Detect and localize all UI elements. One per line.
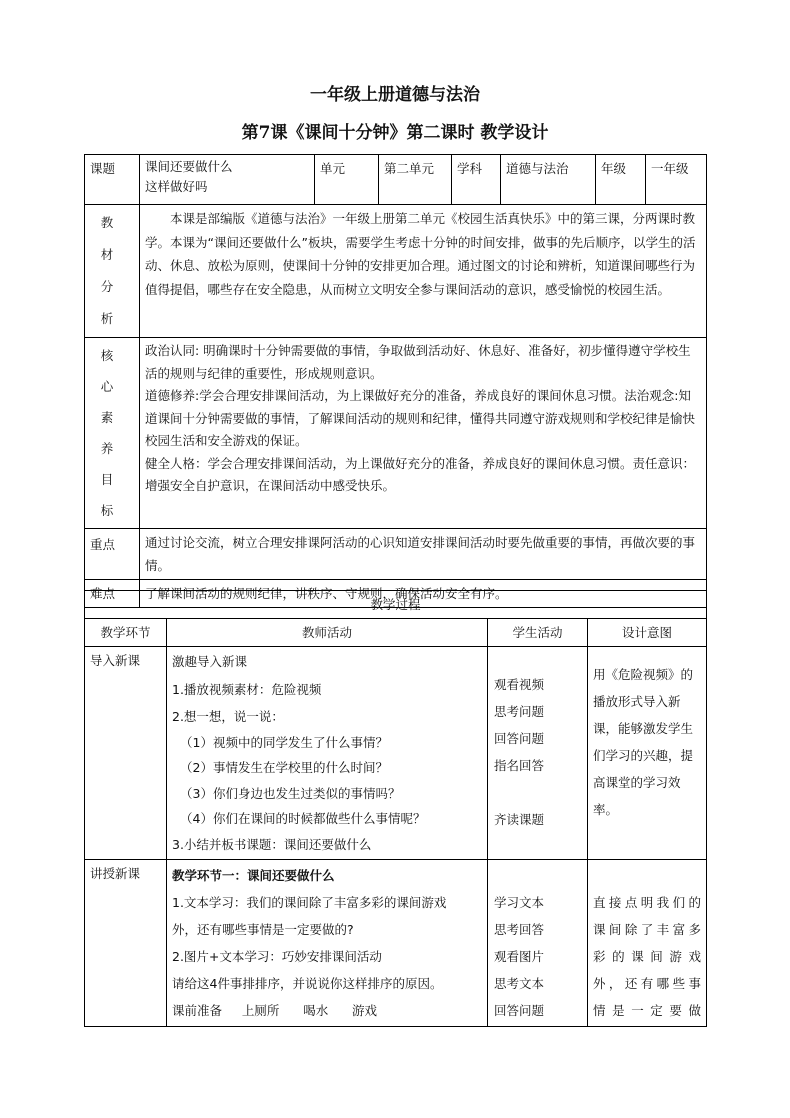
- intro-student: [488, 647, 588, 860]
- analysis-text: 本课是部编版《道德与法治》一年级上册第二单元《校园生活真快乐》中的第三课，分两课时教学。本课为“课间还要做什么”板块，需要学生考虑十分钟的时间安排，做事的先后顺序，以学生的活动、休息、放松为原则，使课间十分钟的安排更加合理。通过图文的讨论和辨析，知道课间哪些行为值得提倡，哪些存在安全隐患，从而树立文明安全参与课间活动的意识，感受愉悦的校园生活。: [140, 205, 707, 338]
- process-title-row: [85, 591, 707, 619]
- spacer: [593, 862, 701, 889]
- keypoint-label: 重点: [85, 529, 140, 580]
- intro-intent: [588, 647, 707, 860]
- process-title: 教学过程: [85, 591, 707, 619]
- grade-value: 一年级: [646, 155, 707, 205]
- intro-teacher-line: 激趣导入新课: [172, 654, 248, 669]
- intro-student-item: 观看视频: [494, 677, 545, 692]
- goals-text: [140, 338, 707, 529]
- keypoint-text: 通过讨论交流，树立合理安排课阿活动的心识知道安排课间活动时要先做重要的事情，再做次要的事情。: [140, 529, 707, 580]
- teach-student-item: 观看图片: [494, 949, 545, 964]
- teach-teacher-line: 课前准备 上厕所 喝水 游戏: [172, 1003, 378, 1018]
- intro-teacher-line: 3.小结并板书课题：课间还要做什么: [172, 836, 372, 852]
- goal-personality: 健全人格：学会合理安排课间活动，为上课做好充分的准备，养成良好的课间休息习惯。责任意识：增强安全自护意识，在课间活动中感受快乐。: [145, 455, 696, 493]
- header-stage: 教学环节: [85, 619, 167, 647]
- intro-student-item: 回答问题: [494, 731, 545, 746]
- document-title: 一年级上册道德与法治: [310, 85, 480, 105]
- topic-label: 课题: [85, 155, 140, 205]
- teach-student: [488, 860, 588, 1027]
- teach-teacher-line: 2.图片+文本学习：巧妙安排课间活动: [172, 949, 382, 964]
- teach-student-item: 学习文本: [494, 895, 545, 910]
- goal-moral-law: 道德修养:学会合理安排课间活动，为上课做好充分的准备，养成良好的课间休息习惯。法治观念:知道课间十分钟需要做的事情，了解课间活动的规则和纪律，懂得共同遵守游戏规则和学校纪律是愉快校园生活和安全游戏的保证。: [145, 388, 696, 448]
- intro-question: （1）视频中的同学发生了什么事情？: [180, 734, 388, 750]
- unit-value: 第二单元: [379, 155, 452, 205]
- intro-question: （3）你们身边也发生过类似的事情吗？: [180, 785, 401, 801]
- intro-question: （4）你们在课间的时候都做些什么事情呢？: [180, 811, 426, 826]
- intro-teacher-line: 2.想一想，说一说：: [172, 709, 284, 724]
- teach-intent-line: 直接点明我们的: [593, 895, 702, 910]
- analysis-row: [85, 205, 707, 338]
- teach-student-item: 思考文本: [494, 976, 545, 991]
- subject-label: 学科: [452, 155, 501, 205]
- grade-label: 年级: [596, 155, 646, 205]
- intro-stage: 导入新课: [85, 647, 167, 860]
- keypoint-row: [85, 529, 707, 580]
- document-subtitle: 第7课《课间十分钟》第二课时 教学设计: [241, 123, 549, 143]
- goal-political: 政治认同: 明确课时十分钟需要做的事情，争取做到活动好、休息好、准备好，初步懂得遵守学校生活的规则与纪律的重要性，形成规则意识。: [145, 343, 691, 381]
- teach-intent-line: 彩的课间游戏: [593, 949, 702, 964]
- intro-intent-text: 用《危险视频》的播放形式导入新课，能够激发学生们学习的兴趣，提高课堂的学习效率。: [593, 667, 694, 817]
- teach-intent-line: 课间除了丰富多: [593, 922, 702, 937]
- spacer: [494, 862, 582, 889]
- goals-label-text: 核心素养目标: [100, 348, 124, 518]
- teach-intent: [588, 860, 707, 1027]
- intro-student-item: 思考问题: [494, 704, 545, 719]
- lesson-info-table: [84, 154, 707, 608]
- teach-student-item: 思考回答: [494, 922, 545, 937]
- topic-line-2: 这样做好吗: [145, 179, 208, 194]
- teaching-process-table: [84, 590, 707, 1027]
- teach-teacher-line: 1.文本学习：我们的课间除了丰富多彩的课间游戏: [172, 895, 447, 910]
- spacer: [494, 649, 582, 671]
- teach-intent-line: 情是一定要做: [593, 1003, 702, 1018]
- teach-teacher: [167, 860, 488, 1027]
- intro-student-item: 指名回答: [494, 758, 545, 773]
- unit-label: 单元: [315, 155, 379, 205]
- goals-label: [85, 338, 140, 529]
- intro-row: [85, 647, 707, 860]
- intro-question: （2）事情发生在学校里的什么时间？: [180, 760, 388, 775]
- teach-teacher-line: 请给这4件事排排序，并说说你这样排序的原因。: [172, 976, 443, 991]
- topic-value: [140, 155, 315, 205]
- header-teacher: 教师活动: [167, 619, 488, 647]
- goals-row: [85, 338, 707, 529]
- analysis-label-text: 教材分析: [100, 215, 124, 326]
- spacer: [494, 779, 582, 806]
- header-intent: 设计意图: [588, 619, 707, 647]
- difficulty-label: 难点: [85, 580, 140, 608]
- difficulty-text: 了解课间活动的规则纪律，讲秩序、守规则，确保活动安全有序。: [140, 580, 707, 608]
- teach-section-heading: 教学环节一：课间还要做什么: [172, 868, 335, 883]
- intro-teacher-line: 1.播放视频素材：危险视频: [172, 681, 322, 697]
- header-student: 学生活动: [488, 619, 588, 647]
- analysis-label: [85, 205, 140, 338]
- intro-student-item: 齐读课题: [494, 812, 545, 827]
- teach-row: [85, 860, 707, 1027]
- teach-stage: 讲授新课: [85, 860, 167, 1027]
- topic-line-1: 课间还要做什么: [145, 159, 233, 174]
- teach-student-item: 回答问题: [494, 1003, 545, 1018]
- subject-value: 道德与法治: [501, 155, 596, 205]
- teach-teacher-line: 外，还有哪些事情是一定要做的?: [172, 922, 354, 937]
- teach-intent-line: 外，还有哪些事: [593, 976, 702, 991]
- topic-row: [85, 155, 707, 205]
- process-header-row: [85, 619, 707, 647]
- intro-teacher: [167, 647, 488, 860]
